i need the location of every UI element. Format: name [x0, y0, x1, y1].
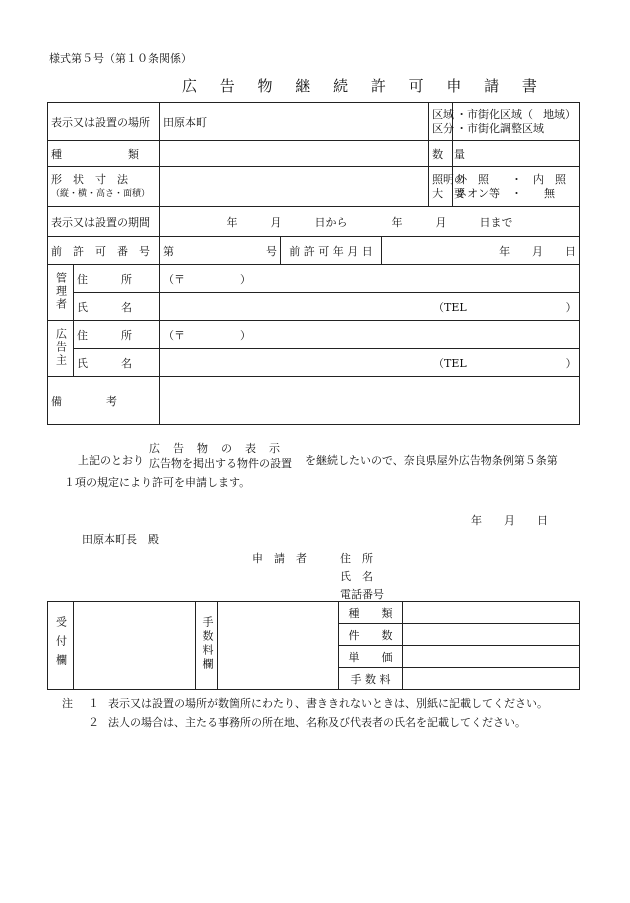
zone-options[interactable]: ・市街化区域（ 地域） ・市街化調整区域: [453, 103, 580, 141]
receipt-row-unit-price-field[interactable]: [403, 646, 580, 668]
lighting-options[interactable]: 外 照 ・ 内 照 ネオン等 ・ 無: [453, 167, 580, 207]
body-line1-prefix: 上記のとおり: [78, 454, 144, 467]
manager-address-field[interactable]: （〒 ）: [160, 265, 580, 293]
main-form-table: [47, 102, 580, 425]
prev-permit-date-label: 前 許 可 年 月 日: [281, 237, 382, 265]
manager-name-label: 氏 名: [74, 293, 160, 321]
advertiser-address-field[interactable]: （〒 ）: [160, 321, 580, 349]
location-label: 表示又は設置の場所: [48, 103, 160, 141]
manager-name-field[interactable]: （TEL ）: [160, 293, 580, 321]
quantity-label: 数 量: [429, 141, 453, 167]
note-1: 表示又は設置の場所が数箇所にわたり、書ききれないときは、別紙に記載してください。: [108, 697, 548, 710]
type-field[interactable]: [160, 141, 429, 167]
note-2: 法人の場合は、主たる事務所の所在地、名称及び代表者の氏名を記載してください。: [108, 716, 526, 729]
application-date: 年 月 日: [471, 514, 548, 527]
body-line2: １項の規定により許可を申請します。: [64, 476, 251, 489]
shape-field[interactable]: [160, 167, 429, 207]
receipt-row-fee-field[interactable]: [403, 668, 580, 690]
applicant-label: 申 請 者: [252, 552, 307, 565]
reception-field[interactable]: [74, 602, 196, 690]
zone-option-adjustment[interactable]: ・市街化調整区域: [456, 121, 545, 135]
type-label: 種 類: [48, 141, 160, 167]
receipt-row-fee-label: 手 数 料: [339, 668, 403, 690]
prev-permit-no-label: 前 許 可 番 号: [48, 237, 160, 265]
note-label: 注: [62, 697, 73, 710]
receipt-row-type-label: 種 類: [339, 602, 403, 624]
applicant-phone-label: 電話番号: [340, 588, 384, 601]
form-title: 広 告 物 継 続 許 可 申 請 書: [182, 77, 546, 95]
advertiser-label: 広告主: [48, 321, 74, 377]
period-label: 表示又は設置の期間: [48, 207, 160, 237]
applicant-address-label: 住 所: [340, 552, 373, 565]
lighting-label: 照明の 大 要: [429, 167, 453, 207]
zone-option-urbanization[interactable]: ・市街化区域（: [456, 107, 534, 121]
location-field[interactable]: 田原本町: [160, 103, 429, 141]
prev-permit-date-field[interactable]: 年 月 日: [382, 237, 580, 265]
form-number: 様式第５号（第１０条関係）: [49, 52, 192, 65]
advertiser-name-label: 氏 名: [74, 349, 160, 377]
receipt-row-unit-price-label: 単 価: [339, 646, 403, 668]
quantity-field[interactable]: [453, 141, 580, 167]
remarks-field[interactable]: [160, 377, 580, 425]
advertiser-address-label: 住 所: [74, 321, 160, 349]
advertiser-name-field[interactable]: （TEL ）: [160, 349, 580, 377]
shape-label: 形 状 寸 法 （縦・横・高さ・面積）: [48, 167, 160, 207]
period-field[interactable]: 年 月 日から 年 月 日まで: [160, 207, 580, 237]
body-line1-upper: 広 告 物 の 表 示: [149, 442, 281, 455]
receipt-row-count-field[interactable]: [403, 624, 580, 646]
fee-field[interactable]: [218, 602, 339, 690]
remarks-label: 備 考: [48, 377, 160, 425]
body-line1-lower: 広告物を掲出する物件の設置: [149, 457, 292, 470]
zone-label: 区域 区分: [429, 103, 453, 141]
note-1-number: １: [88, 697, 99, 710]
reception-label: 受付欄: [48, 602, 74, 690]
addressee: 田原本町長 殿: [82, 533, 159, 546]
applicant-name-label: 氏 名: [340, 570, 373, 583]
receipt-row-type-field[interactable]: [403, 602, 580, 624]
manager-address-label: 住 所: [74, 265, 160, 293]
manager-label: 管理者: [48, 265, 74, 321]
note-2-number: ２: [88, 716, 99, 729]
receipt-table: [47, 601, 580, 690]
prev-permit-no-field[interactable]: 第 号: [160, 237, 281, 265]
body-line1-suffix: を継続したいので、奈良県屋外広告物条例第５条第: [305, 454, 558, 467]
fee-label: 手数料欄: [196, 602, 218, 690]
receipt-row-count-label: 件 数: [339, 624, 403, 646]
